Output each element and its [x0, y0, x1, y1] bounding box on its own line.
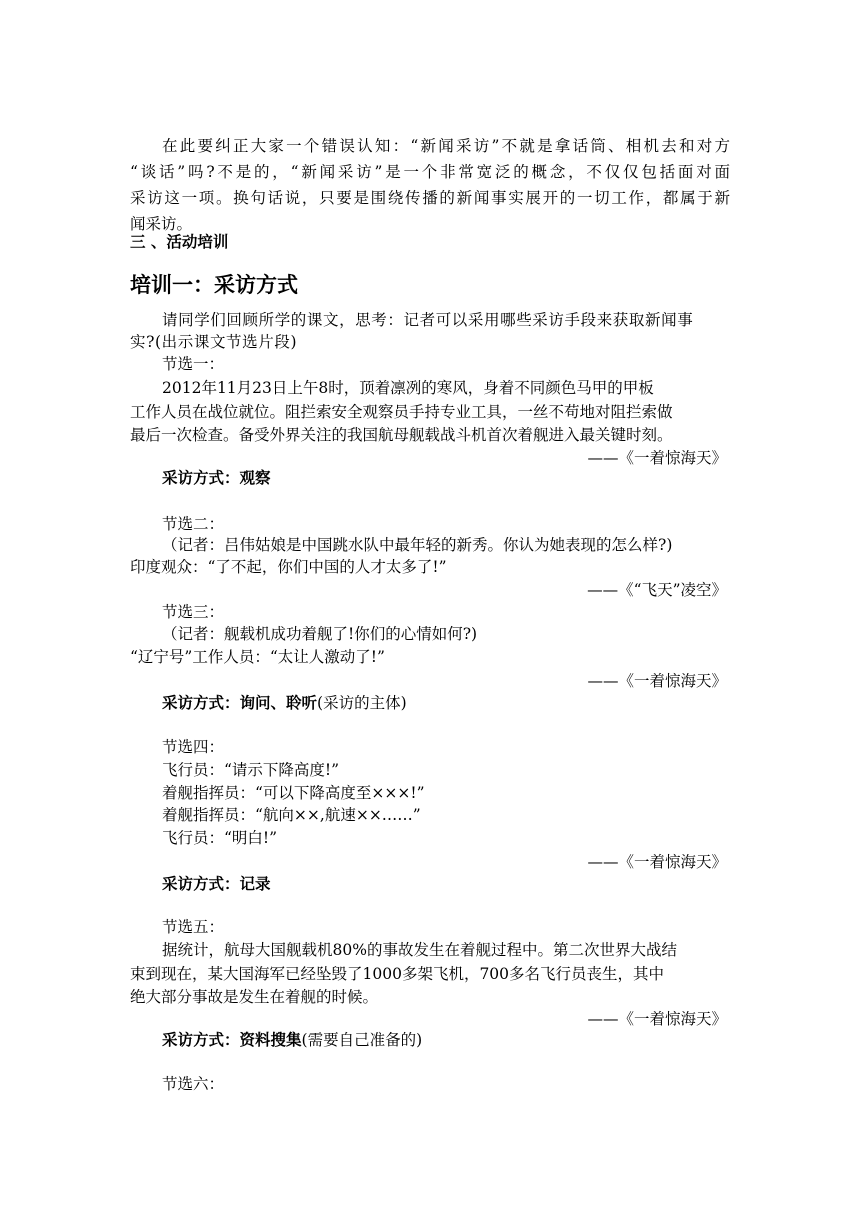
prompt-line-2: 实?(出示课文节选片段)	[130, 333, 298, 351]
method2-note: (采访的主体)	[317, 694, 407, 712]
method4-note: (需要自己准备的)	[301, 1031, 423, 1049]
excerpt4-label: 节选四：	[162, 738, 225, 756]
method1	[162, 466, 762, 490]
excerpt5-source: ——《一着惊海天》	[587, 1010, 727, 1028]
excerpt3-line-2: “辽宁号”工作人员：“太让人激动了!”	[130, 648, 385, 666]
method2	[162, 691, 762, 715]
excerpt2-source: ——《“飞天”凌空》	[587, 581, 727, 599]
excerpt1-label: 节选一：	[162, 355, 225, 373]
excerpt3-label: 节选三：	[162, 603, 225, 621]
excerpt5-line-2: 束到现在，某大国海军已经坠毁了1000多架飞机，700多名飞行员丧生，其中	[130, 965, 665, 983]
intro-line-2: “谈话”吗?不是的，“新闻采访”是一个非常宽泛的概念，不仅仅包括面对面	[130, 163, 730, 181]
excerpt5-line-3: 绝大部分事故是发生在着舰的时候。	[130, 988, 379, 1006]
excerpt3-line-1: （记者：舰载机成功着舰了!你们的心情如何?)	[162, 625, 478, 643]
excerpt5-label: 节选五：	[162, 918, 225, 936]
excerpt1-line-3: 最后一次检查。备受外界关注的我国航母舰载战斗机首次着舰进入最关键时刻。	[130, 426, 673, 444]
method3-label: 采访方式：	[162, 875, 240, 893]
excerpt4-line-1: 飞行员：“请示下降高度!”	[162, 761, 340, 779]
intro-line-4: 闻采访。	[130, 215, 193, 233]
excerpt1-line-2: 工作人员在战位就位。阻拦索安全观察员手持专业工具，一丝不苟地对阻拦索做	[130, 403, 673, 421]
method3-value: 记录	[239, 875, 271, 893]
method4-value: 资料搜集	[239, 1031, 302, 1049]
excerpt4-line-4: 飞行员：“明白!”	[162, 829, 278, 847]
excerpt1-source: ——《一着惊海天》	[587, 449, 727, 467]
excerpt4-line-3: 着舰指挥员：“航向××,航速××……”	[162, 806, 421, 824]
intro-line-1: 在此要纠正大家一个错误认知：“新闻采访”不就是拿话筒、相机去和对方	[162, 137, 730, 155]
excerpt2-line-1: （记者：吕伟姑娘是中国跳水队中最年轻的新秀。你认为她表现的怎么样?)	[162, 536, 673, 554]
method4	[162, 1028, 762, 1052]
training-title: 培训一：采访方式	[130, 273, 298, 297]
section-heading: 三 、活动培训	[130, 233, 229, 251]
excerpt3-source: ——《一着惊海天》	[587, 672, 727, 690]
method2-value: 询问、聆听	[239, 694, 318, 712]
prompt-line-1: 请同学们回顾所学的课文，思考：记者可以采用哪些采访手段来获取新闻事	[162, 311, 694, 329]
method3	[162, 872, 762, 896]
excerpt5-line-1: 据统计，航母大国舰载机80%的事故发生在着舰过程中。第二次世界大战结	[162, 941, 677, 959]
excerpt4-source: ——《一着惊海天》	[587, 853, 727, 871]
excerpt2-label: 节选二：	[162, 515, 225, 533]
intro-line-3: 采访这一项。换句话说，只要是围绕传播的新闻事实展开的一切工作，都属于新	[130, 189, 730, 207]
excerpt1-line-1: 2012年11月23日上午8时，顶着凛冽的寒风，身着不同颜色马甲的甲板	[162, 379, 654, 397]
method4-label: 采访方式：	[162, 1031, 240, 1049]
excerpt6-label: 节选六：	[162, 1075, 225, 1093]
excerpt4-line-2: 着舰指挥员：“可以下降高度至×××!”	[162, 784, 425, 802]
excerpt2-line-2: 印度观众：“了不起，你们中国的人才太多了!”	[130, 558, 447, 576]
method1-label: 采访方式：	[162, 469, 240, 487]
method2-label: 采访方式：	[162, 694, 240, 712]
method1-value: 观察	[239, 469, 271, 487]
